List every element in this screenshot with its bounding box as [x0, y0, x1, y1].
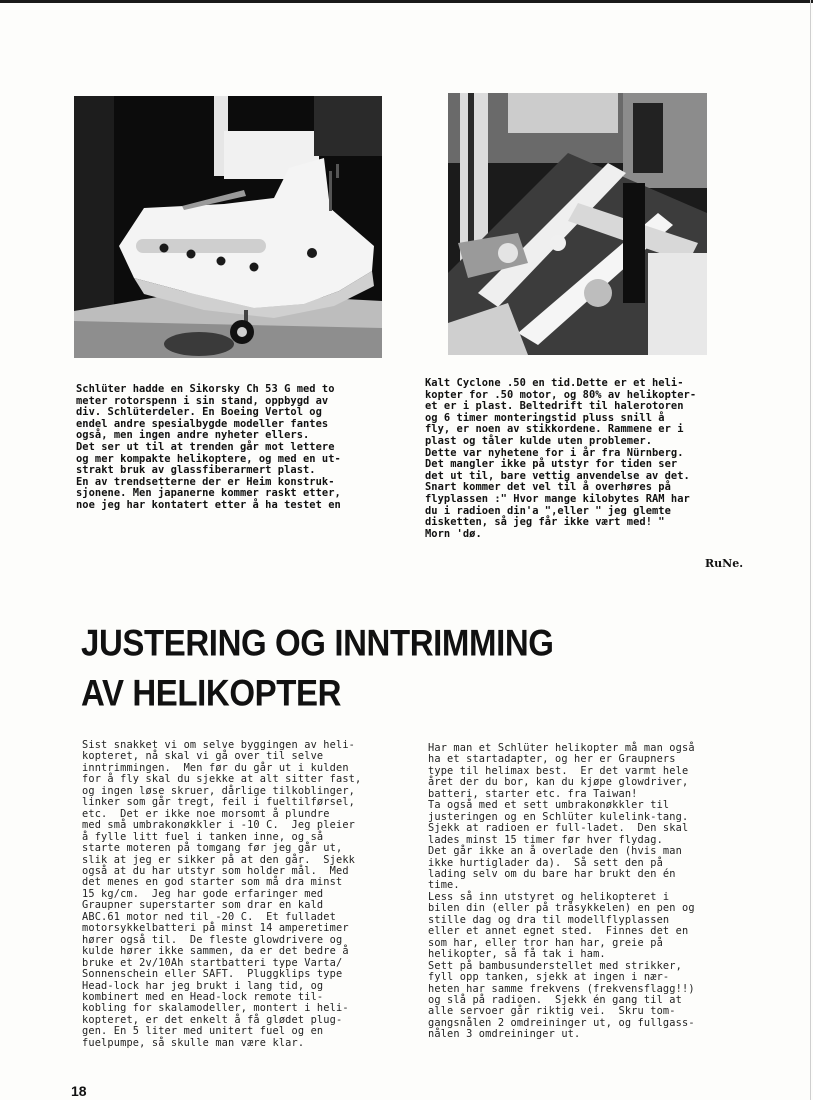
photo-helicopter-exhibit	[74, 96, 382, 358]
text-line: Sist snakket vi om selve byggingen av heli-	[82, 739, 356, 751]
text-line: Sjekk at radioen er full-ladet. Den skal	[428, 822, 689, 835]
text-line: Det ser ut til at trenden går mot lettere	[76, 440, 335, 453]
text-line: kopteret, er det enkelt å få glødet plug-	[82, 1013, 343, 1026]
article-body-right-column	[428, 743, 758, 1041]
text-line: etc. Det er ikke noe morsomt å plundre	[82, 807, 330, 820]
text-line: hører også til. De fleste glowdrivere og	[82, 933, 343, 946]
page-top-border	[0, 0, 813, 3]
text-line: batteri, starter etc. fra Taiwan!	[428, 787, 638, 800]
text-line: sjonene. Men japanerne kommer raskt etter,	[76, 487, 341, 500]
text-line: også, men ingen andre nyheter ellers.	[76, 429, 310, 442]
caption-right-column	[425, 378, 765, 540]
text-line: lading selv om du bare har brukt den én	[428, 867, 676, 880]
text-line: 15 kg/cm. Jeg har gode erfaringer med	[82, 887, 324, 900]
text-line: endel andre spesialbygde modeller fantes	[76, 417, 329, 430]
text-line: eller et annet egnet sted. Finnes det en	[428, 925, 689, 938]
text-line: fuelpumpe, så skulle man være klar.	[82, 1036, 305, 1049]
text-line: kobling for skalamodeller, montert i heli-	[82, 1002, 349, 1015]
text-line: Har man et Schlüter helikopter må man også	[428, 742, 695, 754]
text-line: helikopter, så få tak i ham.	[428, 948, 606, 961]
page-number: 18	[71, 1083, 87, 1099]
text-line: som har, eller tror han har, greie på	[428, 936, 663, 949]
text-line: fly, er noen av stikkordene. Rammene er i	[425, 423, 684, 436]
text-line: starte moteren på tomgang før jeg går ut,	[82, 842, 343, 855]
article-title-line-2: AV HELIKOPTER	[81, 672, 342, 714]
text-line: ha et startadapter, og her er Graupners	[428, 753, 676, 766]
text-line: kulde hører ikke sammen, da er det bedre å	[82, 945, 349, 958]
text-line: Ta også med et sett umbrakonøkkler til	[428, 799, 670, 812]
text-line: året der du bor, kan du kjøpe glowdriver,	[428, 776, 689, 789]
text-line: det ut til, bare vettig anvendelse av det.	[425, 469, 690, 482]
text-line: div. Schlüterdeler. En Boeing Vertol og	[76, 406, 322, 419]
text-line: det menes en god starter som må dra minst	[82, 876, 343, 889]
page-edge-line	[810, 0, 811, 1100]
article-body-left-column	[82, 740, 402, 1049]
text-line: kombinert med en Head-lock remote til-	[82, 990, 324, 1003]
text-line: stille dag og dra til modellflyplassen	[428, 913, 670, 926]
text-line: Det går ikke an å overlade den (hvis man	[428, 845, 682, 858]
text-line: et er i plast. Beltedrift til halerotoren	[425, 400, 684, 413]
text-line: for å fly skal du sjekke at alt sitter fast,	[82, 773, 362, 786]
text-line: ikke hurtiglader da). Så sett den på	[428, 856, 663, 869]
photo-exhibition-stand	[448, 93, 707, 355]
article-title-line-1: JUSTERING OG INNTRIMMING	[81, 622, 554, 664]
text-line: Morn 'dø.	[425, 527, 482, 540]
text-line: lades minst 15 timer før hver flydag.	[428, 833, 663, 846]
text-line: og mer kompakte helikoptere, og med en ut-	[76, 452, 341, 465]
text-line: motorsykkelbatteri på minst 14 amperetimer	[82, 922, 349, 935]
text-line: alle servoer går riktig vei. Skru tom-	[428, 1005, 676, 1018]
text-line: slik at jeg er sikker på at den går. Sjekk	[82, 853, 356, 866]
text-line: kopter for .50 motor, og 80% av helikopter-	[425, 388, 697, 401]
text-line: Det mangler ikke på utstyr for tiden ser	[425, 458, 678, 471]
text-line: og 6 timer monteringstid pluss snill å	[425, 411, 665, 424]
text-line: også at du har utstyr som holder mål. Med	[82, 864, 349, 877]
text-line: du i radioen din'a ",eller " jeg glemte	[425, 504, 671, 517]
text-line: justeringen og en Schlüter kulelink-tang.	[428, 810, 689, 823]
text-line: og slå på radioen. Sjekk én gang til at	[428, 993, 682, 1006]
text-line: Dette var nyhetene for i år fra Nürnberg.	[425, 446, 684, 459]
text-line: Graupner superstarter som drar en kald	[82, 899, 324, 912]
text-line: linker som går tregt, feil i fueltilførsel,	[82, 796, 356, 809]
text-line: time.	[428, 879, 460, 892]
text-line: type til helimax best. Er det varmt hele	[428, 764, 689, 777]
caption-left-column	[76, 384, 406, 512]
text-line: Snart kommer det vel til å overhøres på	[425, 481, 671, 494]
text-line: nålen 3 omdreininger ut.	[428, 1028, 581, 1041]
text-line: bilen din (eller på tråsykkelen) en pen og	[428, 902, 695, 915]
text-line: Head-lock har jeg brukt i lang tid, og	[82, 979, 324, 992]
text-line: og ingen løse skruer, dårlige tilkoblinger,	[82, 784, 356, 797]
author-signature: RuNe.	[705, 557, 744, 570]
text-line: meter rotorspenn i sin stand, oppbygd av	[76, 394, 329, 407]
text-line: ABC.61 motor ned til -20 C. Et fulladet	[82, 910, 336, 923]
text-line: Less så inn utstyret og helikopteret i	[428, 890, 670, 903]
text-line: En av trendsetterne der er Heim konstruk-	[76, 475, 335, 488]
text-line: å fylle litt fuel i tanken inne, og så	[82, 830, 324, 843]
text-line: disketten, så jeg får ikke vært med! "	[425, 516, 665, 529]
text-line: flyplassen :" Hvor mange kilobytes RAM har	[425, 492, 690, 505]
text-line: gen. En 5 liter med unitert fuel og en	[82, 1025, 324, 1038]
text-line: plast og tåler kulde uten problemer.	[425, 434, 653, 447]
text-line: inntrimmingen. Men før du går ut i kulden	[82, 761, 349, 774]
text-line: med små umbrakonøkkler i -10 C. Jeg pleier	[82, 819, 356, 832]
text-line: heten har samme frekvens (frekvensflagg!!)	[428, 982, 695, 995]
text-line: gangsnålen 2 omdreininger ut, og fullgass-	[428, 1016, 695, 1029]
text-line: bruke et 2v/10Ah startbatteri type Varta/	[82, 956, 343, 969]
text-line: strakt bruk av glassfiberarmert plast.	[76, 464, 316, 477]
text-line: Kalt Cyclone .50 en tid.Dette er et heli-	[425, 377, 684, 389]
text-line: Sett på bambusunderstellet med strikker,	[428, 959, 682, 972]
text-line: Schlüter hadde en Sikorsky Ch 53 G med to	[76, 383, 335, 395]
text-line: fyll opp tanken, sjekk at ingen i nær-	[428, 971, 670, 984]
text-line: kopteret, nå skal vi gå over til selve	[82, 750, 324, 763]
text-line: noe jeg har kontatert etter å ha testet en	[76, 498, 341, 511]
text-line: Sonnenschein eller SAFT. Pluggklips type	[82, 968, 343, 981]
